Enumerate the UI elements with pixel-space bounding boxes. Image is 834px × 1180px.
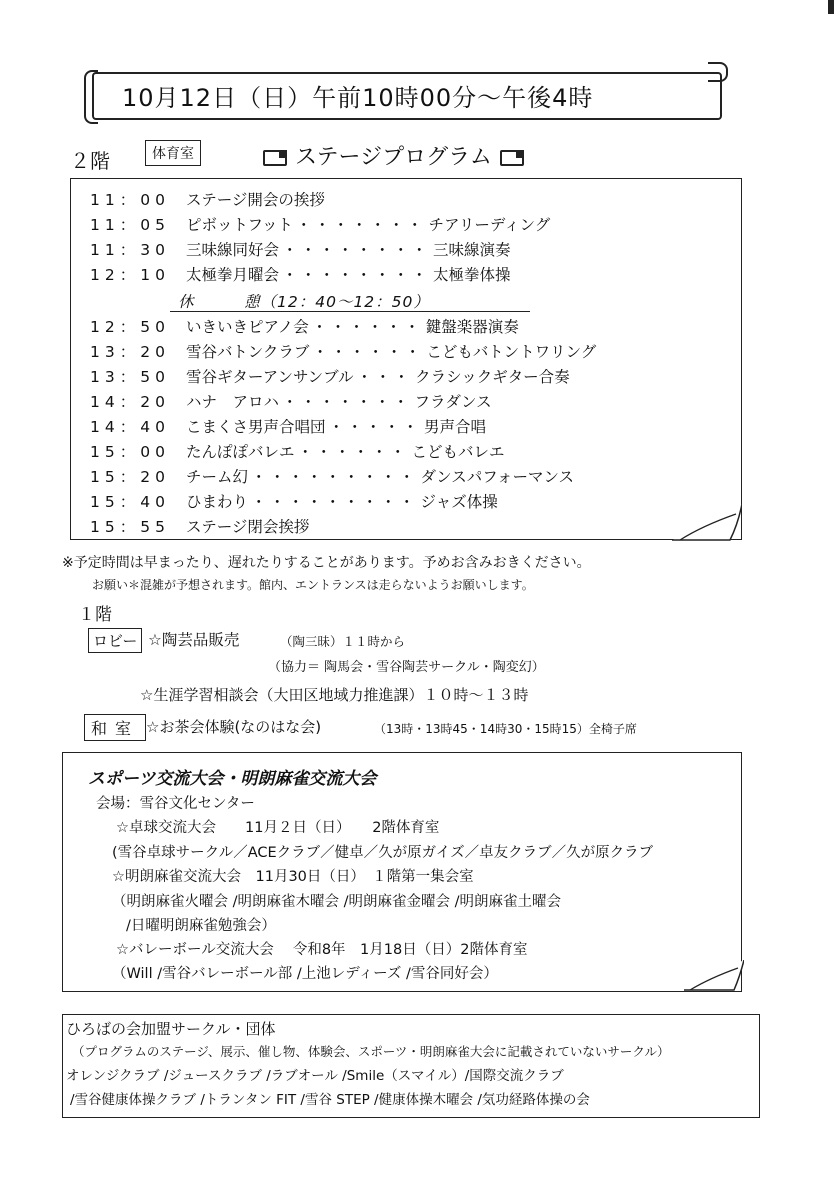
tea-ceremony-times: （13時・13時45・14時30・15時15）全椅子席: [374, 722, 637, 736]
sports-line: ☆明朗麻雀交流大会 11月30日（日） １階第一集会室: [112, 869, 474, 885]
floor1-label: １階: [78, 605, 112, 625]
pottery-cooperation: （協力＝ 陶馬会・雪谷陶芸サークル・陶変幻）: [268, 660, 545, 675]
event-datetime: 10月12日（日）午前10時00分～午後4時: [122, 84, 594, 112]
program-row: 15：00 たんぽぽバレエ ・・・・・・ こどもバレエ: [90, 443, 505, 461]
program-row: 12：50 いきいきピアノ会 ・・・・・・ 鍵盤楽器演奏: [90, 318, 519, 336]
sports-title: スポーツ交流大会・明朗麻雀交流大会: [88, 769, 377, 789]
program-row: 13：20 雪谷バトンクラブ ・・・・・・ こどもバトントワリング: [90, 343, 597, 361]
schedule-note: ※予定時間は早まったり、遅れたりすることがあります。予めお含みおきください。: [62, 555, 591, 571]
pottery-organizer: （陶三昧）１１時から: [280, 634, 406, 649]
program-row: 15：55 ステージ閉会挨拶: [90, 518, 310, 536]
sports-line: (雪谷卓球サークル／ACEクラブ／健卓／久が原ガイズ／卓友クラブ／久が原クラブ: [112, 845, 654, 861]
program-row: 11：05 ピボットフット ・・・・・・・ チアリーディング: [90, 216, 551, 234]
stage-title-text: ステージプログラム: [295, 145, 492, 170]
sports-line: （Will /雪谷バレーボール部 /上池レディーズ /雪谷同好会）: [112, 966, 498, 982]
sports-line: （明朗麻雀火曜会 /明朗麻雀木曜会 /明朗麻雀金曜会 /明朗麻雀土曜会: [112, 894, 561, 910]
tea-ceremony: ☆お茶会体験(なのはな会): [146, 718, 322, 736]
break-time: 休 憩（12：40～12：50）: [178, 293, 430, 311]
corner-mark: [828, 0, 834, 14]
hiroba-line: /雪谷健康体操クラブ /トランタン FIT /雪谷 STEP /健康体操木曜会 /気功経路体操の会: [70, 1092, 590, 1108]
program-row: 12：10 太極拳月曜会 ・・・・・・・・ 太極拳体操: [90, 266, 511, 284]
floor2-label: ２階: [70, 149, 110, 173]
banner-curl-right: [708, 62, 728, 82]
sports-venue: 会場：雪谷文化センター: [96, 796, 255, 812]
program-row: 11：30 三味線同好会 ・・・・・・・・ 三味線演奏: [90, 241, 511, 259]
page-fold-icon: [684, 960, 744, 994]
japanese-room-label: 和室: [84, 714, 146, 741]
sports-line: /日曜明朗麻雀勉強会）: [126, 918, 276, 934]
hiroba-line: オレンジクラブ /ジュースクラブ /ラブオール /Smile（スマイル）/国際交流クラブ: [66, 1068, 564, 1084]
break-underline: [170, 311, 530, 312]
program-row: 14：20 ハナ アロハ ・・・・・・・ フラダンス: [90, 393, 492, 411]
pottery-sale: ☆陶芸品販売: [148, 631, 240, 649]
page-fold-icon: [672, 504, 742, 544]
program-row: 14：40 こまくさ男声合唱団 ・・・・・ 男声合唱: [90, 418, 487, 436]
sports-line: ☆卓球交流大会 11月２日（日） 2階体育室: [116, 820, 440, 836]
gym-room-label: 体育室: [145, 140, 201, 166]
program-row: 15：40 ひまわり ・・・・・・・・・ ジャズ体操: [90, 493, 498, 511]
lifelong-learning-consult: ☆生涯学習相談会（大田区地域力推進課）１０時～１３時: [140, 686, 529, 704]
stage-program-title: [255, 140, 532, 171]
program-row: 15：20 チーム幻 ・・・・・・・・・ ダンスパフォーマンス: [90, 468, 574, 486]
frame-icon: [263, 150, 287, 166]
frame-icon: [500, 150, 524, 166]
program-row: 13：50 雪谷ギターアンサンブル ・・・ クラシックギター合奏: [90, 368, 570, 386]
hiroba-title: ひろばの会加盟サークル・団体: [66, 1020, 276, 1038]
sports-line: ☆バレーボール交流大会 令和8年 1月18日（日）2階体育室: [116, 942, 528, 958]
crowd-request-note: お願い＊混雑が予想されます。館内、エントランスは走らないようお願いします。: [92, 578, 534, 592]
hiroba-line: （プログラムのステージ、展示、催し物、体験会、スポーツ・明朗麻雀大会に記載されていないサークル）: [72, 1044, 670, 1059]
program-row: 11：00 ステージ開会の挨拶: [90, 191, 325, 209]
lobby-label: ロビー: [88, 628, 142, 653]
